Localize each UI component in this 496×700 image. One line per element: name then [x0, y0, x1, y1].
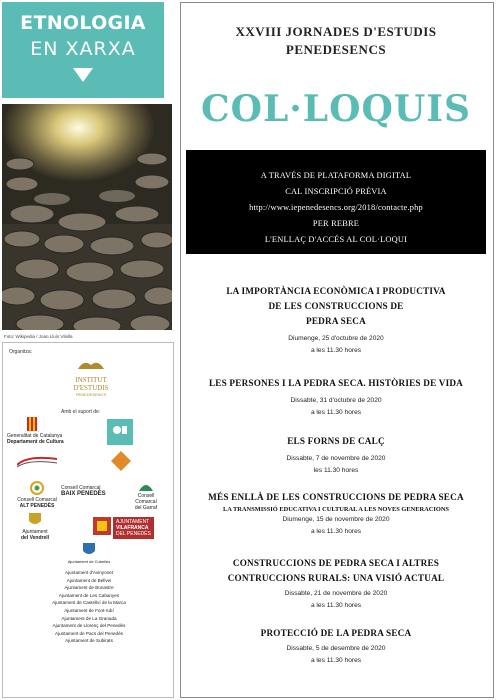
- session-hour: a les 11.30 hores: [310, 528, 362, 535]
- banner-line2: EN XARXA: [30, 38, 136, 60]
- shield-icon: [29, 513, 41, 527]
- session-date: Diumenge, 15 de novembre de 2020: [282, 516, 390, 523]
- chevron-down-icon: [73, 68, 93, 82]
- organitza-label: Organitza:: [9, 349, 33, 355]
- header-line1: XXVIII JORNADES D'ESTUDIS: [235, 24, 437, 39]
- session-title: CONSTRUCCIONS DE PEDRA SECA I ALTRES: [232, 558, 440, 568]
- cubelles-label: Ajuntament de Cubelles: [67, 559, 111, 564]
- vilafranca-line1: AJUNTAMENT: [116, 519, 150, 525]
- vendrell-line1: Ajuntament: [22, 529, 48, 535]
- session-hour: a les 11.30 hores: [310, 602, 362, 609]
- list-item: Ajuntament de Subirats: [65, 638, 113, 644]
- banner-line1: ETNOLOGIA: [20, 12, 146, 34]
- suport-label: Amb el suport de:: [61, 409, 101, 415]
- session-hour: a les 11.30 hores: [310, 409, 362, 416]
- session-2: [176, 376, 496, 419]
- iec-line3: PENEDESENCS: [75, 392, 107, 397]
- list-item: Ajuntament d'Avinyonet: [64, 570, 114, 575]
- list-item: Ajuntament de Bonastre: [64, 585, 114, 591]
- list-item: Ajuntament de Bellvei: [66, 577, 112, 583]
- gencat-flag-icon: [27, 417, 37, 431]
- dry-stone-photo: [2, 104, 172, 330]
- baix-penedes-line1: Consell Comarcal: [61, 485, 101, 491]
- alt-penedes-logo[interactable]: [17, 481, 57, 509]
- left-column: [0, 0, 176, 700]
- session-date: Diumenge, 25 d'octubre de 2020: [288, 335, 384, 342]
- session-title: LES PERSONES I LA PEDRA SECA. HISTÒRIES DE VIDA: [208, 378, 464, 388]
- info-line: PER REBRE: [312, 219, 360, 228]
- session-6: [176, 626, 496, 667]
- vendrell-line2: del Vendrell: [20, 535, 50, 541]
- session-date: Dissabte, 5 de desembre de 2020: [286, 645, 386, 652]
- vilafranca-line2: VILAFRANCA: [116, 525, 149, 531]
- info-box: [186, 150, 486, 254]
- iec-book-icon: [76, 357, 106, 371]
- iec-logo[interactable]: [65, 357, 117, 401]
- baix-penedes-logo[interactable]: [61, 485, 106, 497]
- iec-line1: INSTITUT: [75, 376, 107, 384]
- list-item: Ajuntament de Castellví de la Marca: [52, 600, 126, 606]
- crest-icon: [83, 543, 95, 557]
- session-date: Dissabte, 31 d'octubre de 2020: [290, 397, 382, 404]
- session-hour: a les 11.30 hores: [310, 347, 362, 354]
- session-hour: les 11.30 hores: [313, 467, 359, 474]
- baix-penedes-line2: BAIX PENEDÈS: [61, 491, 106, 497]
- session-hour: a les 11.30 hores: [310, 657, 362, 664]
- header-line2: PENEDESENCS: [285, 42, 387, 57]
- session-title: PEDRA SECA: [306, 316, 366, 326]
- vendrell-logo[interactable]: [15, 513, 55, 541]
- museu-pedra-logo[interactable]: [111, 451, 131, 471]
- sponsors-panel: [2, 342, 174, 698]
- museu-logo[interactable]: [107, 419, 133, 445]
- list-item: Ajuntament de Les Cabanyes: [58, 592, 120, 598]
- iec-line2: D'ESTUDIS: [73, 384, 109, 392]
- session-4: [176, 490, 496, 538]
- patrimoni-icon: [17, 455, 57, 467]
- photo-caption: Foto: Wikipedia / Joan Lluís Vilella: [4, 334, 73, 339]
- alt-penedes-line1: Consell Comarcal: [17, 497, 57, 503]
- session-5: [176, 556, 496, 612]
- session-title: MÉS ENLLÀ DE LES CONSTRUCCIONS DE PEDRA SECA: [208, 492, 464, 502]
- garraf-line1: Consell Comarcal: [135, 493, 157, 505]
- vilafranca-line3: DEL PENEDÈS: [116, 531, 151, 537]
- vilafranca-shield: [93, 517, 111, 535]
- info-line: A TRAVÉS DE PLATAFORMA DIGITAL: [260, 171, 412, 180]
- cubelles-logo[interactable]: [65, 543, 113, 565]
- list-item: Ajuntament de La Granada: [61, 615, 117, 621]
- leaf-icon: [139, 481, 153, 491]
- garraf-line2: del Garraf: [134, 505, 158, 511]
- right-column: [176, 0, 496, 700]
- session-title: ELS FORNS DE CALÇ: [287, 436, 385, 446]
- list-item: Ajuntament de Pacs del Penedès: [55, 630, 123, 636]
- session-title: CONTRUCCIONS RURALS: UNA VISIÓ ACTUAL: [227, 573, 445, 583]
- alt-penedes-line2: ALT PENEDÈS: [19, 503, 55, 509]
- gencat-line1: Generalitat de Catalunya: [7, 433, 63, 439]
- museu-icon: [107, 419, 133, 445]
- session-title: PROTECCIÓ DE LA PEDRA SECA: [260, 628, 412, 638]
- page-title: COL·LOQUIS: [200, 88, 472, 130]
- ring-icon: [29, 481, 45, 495]
- session-title: DE LES CONSTRUCCIONS DE: [268, 301, 404, 311]
- session-title: LA IMPORTÀNCIA ECONÒMICA I PRODUCTIVA: [226, 286, 446, 296]
- crest-icon: [93, 517, 111, 535]
- session-3: [176, 434, 496, 477]
- patrimoni-logo[interactable]: [17, 455, 57, 467]
- etnologia-banner[interactable]: [2, 2, 164, 98]
- session-subtitle: LA TRANSMISSIÓ EDUCATIVA I CULTURAL A LES NOVES GENERACIONS: [223, 506, 449, 513]
- list-item: Ajuntament de Llorenç del Penedès: [52, 623, 126, 629]
- gencat-logo[interactable]: [7, 417, 64, 445]
- info-line: L'ENLLAÇ D'ACCÉS AL COL·LOQUI: [264, 235, 408, 244]
- gencat-line2: Departament de Cultura: [7, 439, 64, 445]
- vilafranca-logo[interactable]: [113, 517, 154, 539]
- session-date: Dissabte, 7 de novembre de 2020: [286, 455, 386, 462]
- registration-link[interactable]: http://www.iepenedesencs.org/2018/contacte.php: [249, 203, 423, 212]
- info-line: CAL INSCRIPCIÓ PRÈVIA: [285, 187, 387, 196]
- session-date: Dissabte, 21 de novembre de 2020: [284, 590, 388, 597]
- list-item: Ajuntament de Font-rubí: [64, 607, 114, 613]
- ajuntaments-list: [3, 569, 175, 645]
- session-1: [176, 284, 496, 357]
- diamond-icon: [111, 451, 131, 471]
- garraf-logo[interactable]: [131, 481, 161, 511]
